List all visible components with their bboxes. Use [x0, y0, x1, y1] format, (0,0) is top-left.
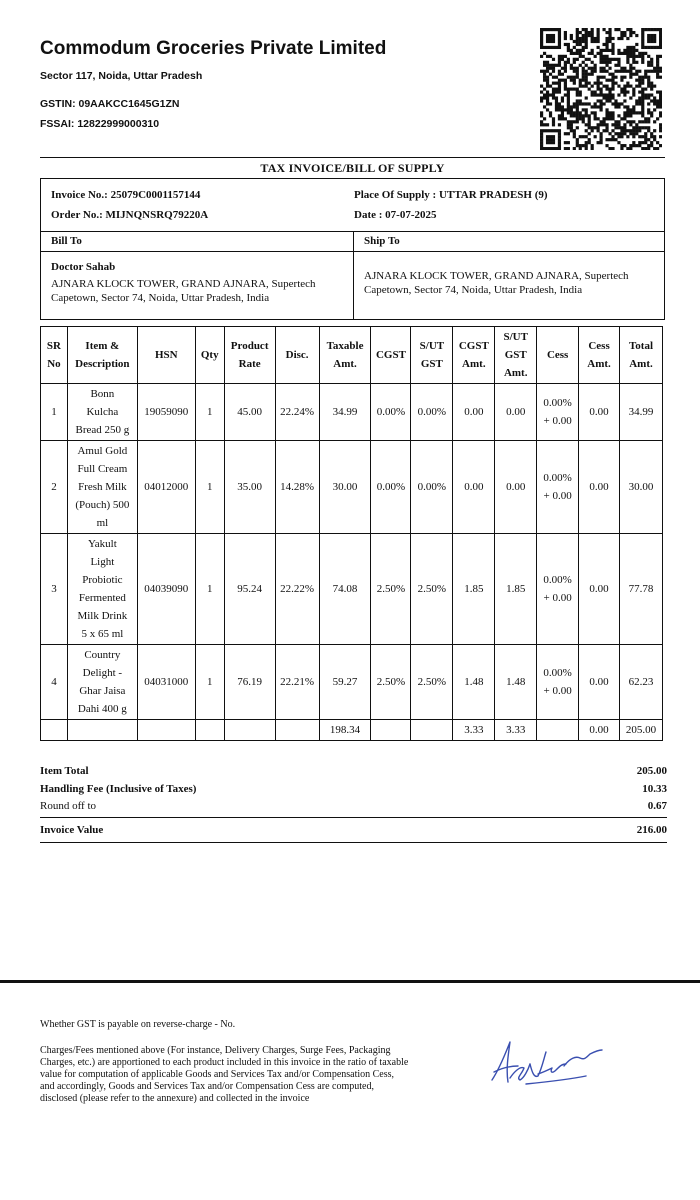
- cell-description: [67, 384, 137, 441]
- column-header-line: Qty: [200, 349, 219, 361]
- empty-cell: [411, 720, 453, 741]
- invoice-value-label: Invoice Value: [40, 824, 104, 836]
- column-header-line: HSN: [154, 349, 178, 361]
- company-name: Commodum Groceries Private Limited: [40, 38, 387, 59]
- description-line: Kulcha: [86, 406, 119, 418]
- handling-fee-label: Handling Fee (Inclusive of Taxes): [40, 783, 197, 795]
- company-fssai: FSSAI: 12822999000310: [40, 118, 160, 130]
- charges-note-line: value for computation of applicable Goods and Services Tax and/or Compensation Cess,: [40, 1069, 395, 1080]
- empty-cell: [224, 720, 275, 741]
- column-header-line: CGST: [375, 349, 406, 361]
- bill-to-name: Doctor Sahab: [51, 261, 116, 273]
- cell-sgst-amt: 1.85: [495, 534, 537, 645]
- table-row: [41, 441, 663, 534]
- column-header-line: S/UT: [419, 340, 445, 352]
- reverse-charge-note: Whether GST is payable on reverse-charge - No.: [40, 1019, 236, 1030]
- cell-cess: [537, 384, 579, 441]
- column-header-line: Description: [75, 358, 130, 370]
- total-total: 205.00: [619, 720, 662, 741]
- cell-sgst-amt: 0.00: [495, 384, 537, 441]
- description-line: Amul Gold: [77, 445, 128, 457]
- place-of-supply: Place Of Supply : UTTAR PRADESH (9): [354, 189, 548, 201]
- charges-note-line: and accordingly, Goods and Services Tax and/or Compensation Cess are computed,: [40, 1081, 374, 1092]
- column-header-rate: [224, 327, 275, 384]
- cess-line: 0.00%: [543, 472, 572, 484]
- description-line: Delight -: [82, 667, 123, 679]
- column-header-line: Amt.: [462, 358, 486, 370]
- empty-cell: [371, 720, 411, 741]
- cell-cess-amt: 0.00: [579, 645, 620, 720]
- description-line: (Pouch) 500: [75, 499, 130, 511]
- charges-note-line: disclosed (please refer to the annexure) and collected in the invoice: [40, 1093, 310, 1104]
- document-title: TAX INVOICE/BILL OF SUPPLY: [260, 161, 445, 175]
- cell-disc: 22.22%: [275, 534, 319, 645]
- empty-cell: [537, 720, 579, 741]
- cell-cess-amt: 0.00: [579, 534, 620, 645]
- cell-rate: 76.19: [224, 645, 275, 720]
- cell-taxable: 74.08: [319, 534, 371, 645]
- company-address: Sector 117, Noida, Uttar Pradesh: [40, 70, 203, 82]
- cell-sr: 4: [41, 645, 68, 720]
- summary-divider: [40, 842, 667, 843]
- cell-total: 30.00: [619, 441, 662, 534]
- cell-taxable: 30.00: [319, 441, 371, 534]
- description-line: Ghar Jaisa: [79, 685, 126, 697]
- cell-cess-amt: 0.00: [579, 384, 620, 441]
- table-totals-row: [41, 720, 663, 741]
- cell-cess: [537, 645, 579, 720]
- cell-cgst: 2.50%: [371, 534, 411, 645]
- column-header-line: Cess: [546, 349, 569, 361]
- items-table: [40, 326, 663, 741]
- cell-cgst-amt: 0.00: [453, 441, 495, 534]
- cell-sgst: 2.50%: [411, 645, 453, 720]
- cell-cgst-amt: 1.48: [453, 645, 495, 720]
- header-divider: [40, 157, 665, 158]
- table-row: [41, 384, 663, 441]
- cell-sr: 1: [41, 384, 68, 441]
- column-header-taxable: [319, 327, 371, 384]
- item-total-value: 205.00: [636, 765, 667, 777]
- empty-cell: [67, 720, 137, 741]
- invoice-date: Date : 07-07-2025: [354, 209, 437, 221]
- cell-cess-amt: 0.00: [579, 441, 620, 534]
- cell-sgst: 0.00%: [411, 384, 453, 441]
- cell-hsn: 04012000: [137, 441, 195, 534]
- cell-cgst: 0.00%: [371, 384, 411, 441]
- description-line: Dahi 400 g: [77, 703, 127, 715]
- column-header-line: Disc.: [285, 349, 309, 361]
- column-header-item: [67, 327, 137, 384]
- cell-disc: 22.24%: [275, 384, 319, 441]
- description-line: Light: [90, 556, 115, 568]
- info-divider: [353, 231, 354, 319]
- cess-line: + 0.00: [543, 685, 572, 697]
- total-taxable: 198.34: [319, 720, 371, 741]
- cell-qty: 1: [195, 645, 224, 720]
- column-header-line: Amt.: [629, 358, 653, 370]
- cell-sgst-amt: 0.00: [495, 441, 537, 534]
- invoice-number: Invoice No.: 25079C0001157144: [51, 189, 201, 201]
- cell-cess: [537, 441, 579, 534]
- column-header-sgst: [411, 327, 453, 384]
- column-header-line: Total: [628, 340, 654, 352]
- table-header-row: [41, 327, 663, 384]
- cell-total: 62.23: [619, 645, 662, 720]
- cell-rate: 35.00: [224, 441, 275, 534]
- cell-disc: 22.21%: [275, 645, 319, 720]
- total-cgst-amt: 3.33: [453, 720, 495, 741]
- column-header-line: No: [47, 358, 61, 370]
- column-header-cgst: [371, 327, 411, 384]
- handling-fee-value: 10.33: [642, 783, 667, 795]
- description-line: ml: [96, 517, 109, 529]
- cell-cgst: 2.50%: [371, 645, 411, 720]
- cell-description: [67, 645, 137, 720]
- column-header-hsn: [137, 327, 195, 384]
- signature: [486, 1028, 606, 1098]
- table-row: [41, 645, 663, 720]
- company-gstin: GSTIN: 09AAKCC1645G1ZN: [40, 98, 180, 110]
- cell-sgst: 2.50%: [411, 534, 453, 645]
- total-cess-amt: 0.00: [579, 720, 620, 741]
- cell-description: [67, 534, 137, 645]
- cess-line: + 0.00: [543, 592, 572, 604]
- cell-rate: 45.00: [224, 384, 275, 441]
- cell-rate: 95.24: [224, 534, 275, 645]
- empty-cell: [195, 720, 224, 741]
- column-header-sr: [41, 327, 68, 384]
- cess-line: 0.00%: [543, 574, 572, 586]
- cell-qty: 1: [195, 534, 224, 645]
- column-header-total: [619, 327, 662, 384]
- column-header-cgst-amt: [453, 327, 495, 384]
- item-total-label: Item Total: [40, 765, 89, 777]
- cell-total: 34.99: [619, 384, 662, 441]
- column-header-cess: [537, 327, 579, 384]
- cell-sgst: 0.00%: [411, 441, 453, 534]
- column-header-line: Taxable: [326, 340, 364, 352]
- ship-to-header: Ship To: [364, 235, 400, 247]
- column-header-sgst-amt: [495, 327, 537, 384]
- description-line: Fermented: [78, 592, 126, 604]
- cell-qty: 1: [195, 384, 224, 441]
- column-header-line: GST: [504, 349, 527, 361]
- cell-qty: 1: [195, 441, 224, 534]
- empty-cell: [275, 720, 319, 741]
- column-header-line: SR: [46, 340, 61, 352]
- column-header-line: Amt.: [503, 367, 528, 379]
- invoice-value: 216.00: [636, 824, 667, 836]
- charges-note-line: Charges/Fees mentioned above (For instance, Delivery Charges, Surge Fees, Packaging: [40, 1045, 391, 1056]
- ship-to-address-line: Capetown, Sector 74, Noida, Uttar Pradesh, India: [364, 284, 583, 296]
- total-sgst-amt: 3.33: [495, 720, 537, 741]
- description-line: Bonn: [90, 388, 115, 400]
- cell-cess: [537, 534, 579, 645]
- bill-to-address-line: AJNARA KLOCK TOWER, GRAND AJNARA, Supertech: [51, 278, 316, 290]
- description-line: Country: [84, 649, 121, 661]
- ship-to-address-line: AJNARA KLOCK TOWER, GRAND AJNARA, Supertech: [364, 270, 629, 282]
- column-header-cess-amt: [579, 327, 620, 384]
- cell-hsn: 04039090: [137, 534, 195, 645]
- charges-note: [40, 1045, 430, 1105]
- charges-note-line: Charges, etc.) are apportioned to each product included in this invoice in the ratio of taxable: [40, 1057, 409, 1068]
- description-line: 5 x 65 ml: [81, 628, 124, 640]
- bill-to-header: Bill To: [51, 235, 82, 247]
- empty-cell: [137, 720, 195, 741]
- order-number: Order No.: MIJNQNSRQ79220A: [51, 209, 209, 221]
- description-line: Fresh Milk: [78, 481, 127, 493]
- footer-divider: [0, 980, 700, 983]
- column-header-line: Amt.: [587, 358, 611, 370]
- column-header-line: Item &: [85, 340, 120, 352]
- cell-taxable: 59.27: [319, 645, 371, 720]
- cell-cgst-amt: 0.00: [453, 384, 495, 441]
- cell-hsn: 19059090: [137, 384, 195, 441]
- column-header-line: Amt.: [333, 358, 357, 370]
- cell-sr: 3: [41, 534, 68, 645]
- description-line: Yakult: [87, 538, 117, 550]
- cess-line: + 0.00: [543, 415, 572, 427]
- round-off-label: Round off to: [40, 800, 97, 812]
- round-off-value: 0.67: [647, 800, 667, 812]
- cess-line: 0.00%: [543, 667, 572, 679]
- summary-divider: [40, 817, 667, 818]
- description-line: Milk Drink: [77, 610, 128, 622]
- cell-sr: 2: [41, 441, 68, 534]
- cell-cgst-amt: 1.85: [453, 534, 495, 645]
- cell-taxable: 34.99: [319, 384, 371, 441]
- cell-sgst-amt: 1.48: [495, 645, 537, 720]
- column-header-line: Product: [230, 340, 269, 352]
- empty-cell: [41, 720, 68, 741]
- table-row: [41, 534, 663, 645]
- bill-to-address-line: Capetown, Sector 74, Noida, Uttar Pradesh, India: [51, 292, 270, 304]
- column-header-line: GST: [420, 358, 443, 370]
- column-header-line: S/UT: [503, 331, 528, 343]
- invoice-info-box: [40, 178, 665, 320]
- column-header-disc: [275, 327, 319, 384]
- qr-code: [540, 28, 662, 150]
- column-header-line: CGST: [458, 340, 489, 352]
- column-header-line: Cess: [588, 340, 610, 352]
- cell-description: [67, 441, 137, 534]
- cell-total: 77.78: [619, 534, 662, 645]
- cell-cgst: 0.00%: [371, 441, 411, 534]
- cell-hsn: 04031000: [137, 645, 195, 720]
- description-line: Probiotic: [82, 574, 123, 586]
- column-header-qty: [195, 327, 224, 384]
- cell-disc: 14.28%: [275, 441, 319, 534]
- cess-line: + 0.00: [543, 490, 572, 502]
- description-line: Bread 250 g: [75, 424, 130, 436]
- description-line: Full Cream: [77, 463, 128, 475]
- column-header-line: Rate: [238, 358, 261, 370]
- cess-line: 0.00%: [543, 397, 572, 409]
